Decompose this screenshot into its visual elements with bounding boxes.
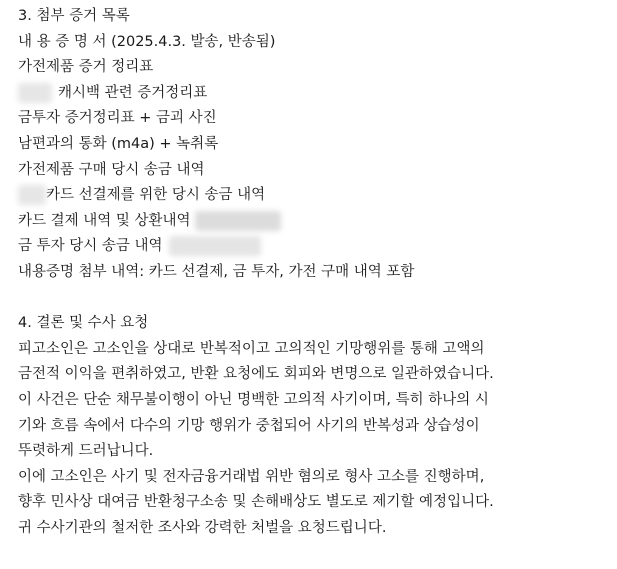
evidence-item-cashback-table	[18, 81, 608, 107]
evidence-item-appliance-table: 가전제품 증거 정리표	[18, 59, 154, 76]
redacted-detail	[169, 236, 261, 256]
conclusion-line: 피고소인은 고소인을 상대로 반복적이고 고의적인 기망행위를 통해 고액의	[18, 340, 485, 357]
evidence-item-gold-transfer-label: 금 투자 당시 송금 내역	[18, 238, 163, 255]
conclusion-line: 이에 고소인은 사기 및 전자금융거래법 위반 혐의로 형사 고소를 진행하며,	[18, 468, 485, 485]
evidence-item-appliance-transfer: 가전제품 구매 당시 송금 내역	[18, 161, 205, 178]
evidence-item-certified-letter: 내 용 증 명 서 (2025.4.3. 발송, 반송됨)	[18, 33, 276, 50]
evidence-item-card-payment	[18, 209, 608, 235]
conclusion-line: 금전적 이익을 편취하였고, 반환 요청에도 회피와 변명으로 일관하였습니다.	[18, 366, 494, 383]
evidence-item-card-payment-label: 카드 결제 내역 및 상환내역	[18, 212, 191, 229]
evidence-item-cashback-label: 캐시백 관련 증거정리표	[58, 84, 208, 101]
redacted-name	[18, 185, 46, 205]
evidence-item-gold-transfer	[18, 234, 608, 260]
conclusion-line: 기와 흐름 속에서 다수의 기망 행위가 중첩되어 사기의 반복성과 상습성이	[18, 417, 480, 434]
evidence-item-card-prepay-transfer	[18, 183, 608, 209]
conclusion-line: 향후 민사상 대여금 반환청구소송 및 손해배상도 별도로 제기할 예정입니다.	[18, 494, 494, 511]
document-body	[18, 4, 608, 541]
evidence-item-husband-call: 남편과의 통화 (m4a) + 녹취록	[18, 135, 219, 152]
section-4-heading: 4. 결론 및 수사 요청	[18, 315, 149, 332]
redacted-detail	[195, 211, 281, 231]
redacted-name	[18, 83, 52, 103]
evidence-item-certified-attachments: 내용증명 첨부 내역: 카드 선결제, 금 투자, 가전 구매 내역 포함	[18, 263, 415, 280]
conclusion-line: 뚜렷하게 드러납니다.	[18, 443, 154, 460]
section-3-heading: 3. 첨부 증거 목록	[18, 8, 130, 24]
conclusion-paragraph	[18, 337, 608, 542]
evidence-item-gold-table: 금투자 증거정리표 + 금괴 사진	[18, 110, 217, 127]
conclusion-line: 귀 수사기관의 철저한 조사와 강력한 처벌을 요청드립니다.	[18, 519, 387, 536]
section-spacer	[18, 286, 608, 312]
evidence-item-card-prepay-label: 카드 선결제를 위한 당시 송금 내역	[46, 187, 266, 204]
conclusion-line: 이 사건은 단순 채무불이행이 아닌 명백한 고의적 사기이며, 특히 하나의 시	[18, 391, 489, 408]
